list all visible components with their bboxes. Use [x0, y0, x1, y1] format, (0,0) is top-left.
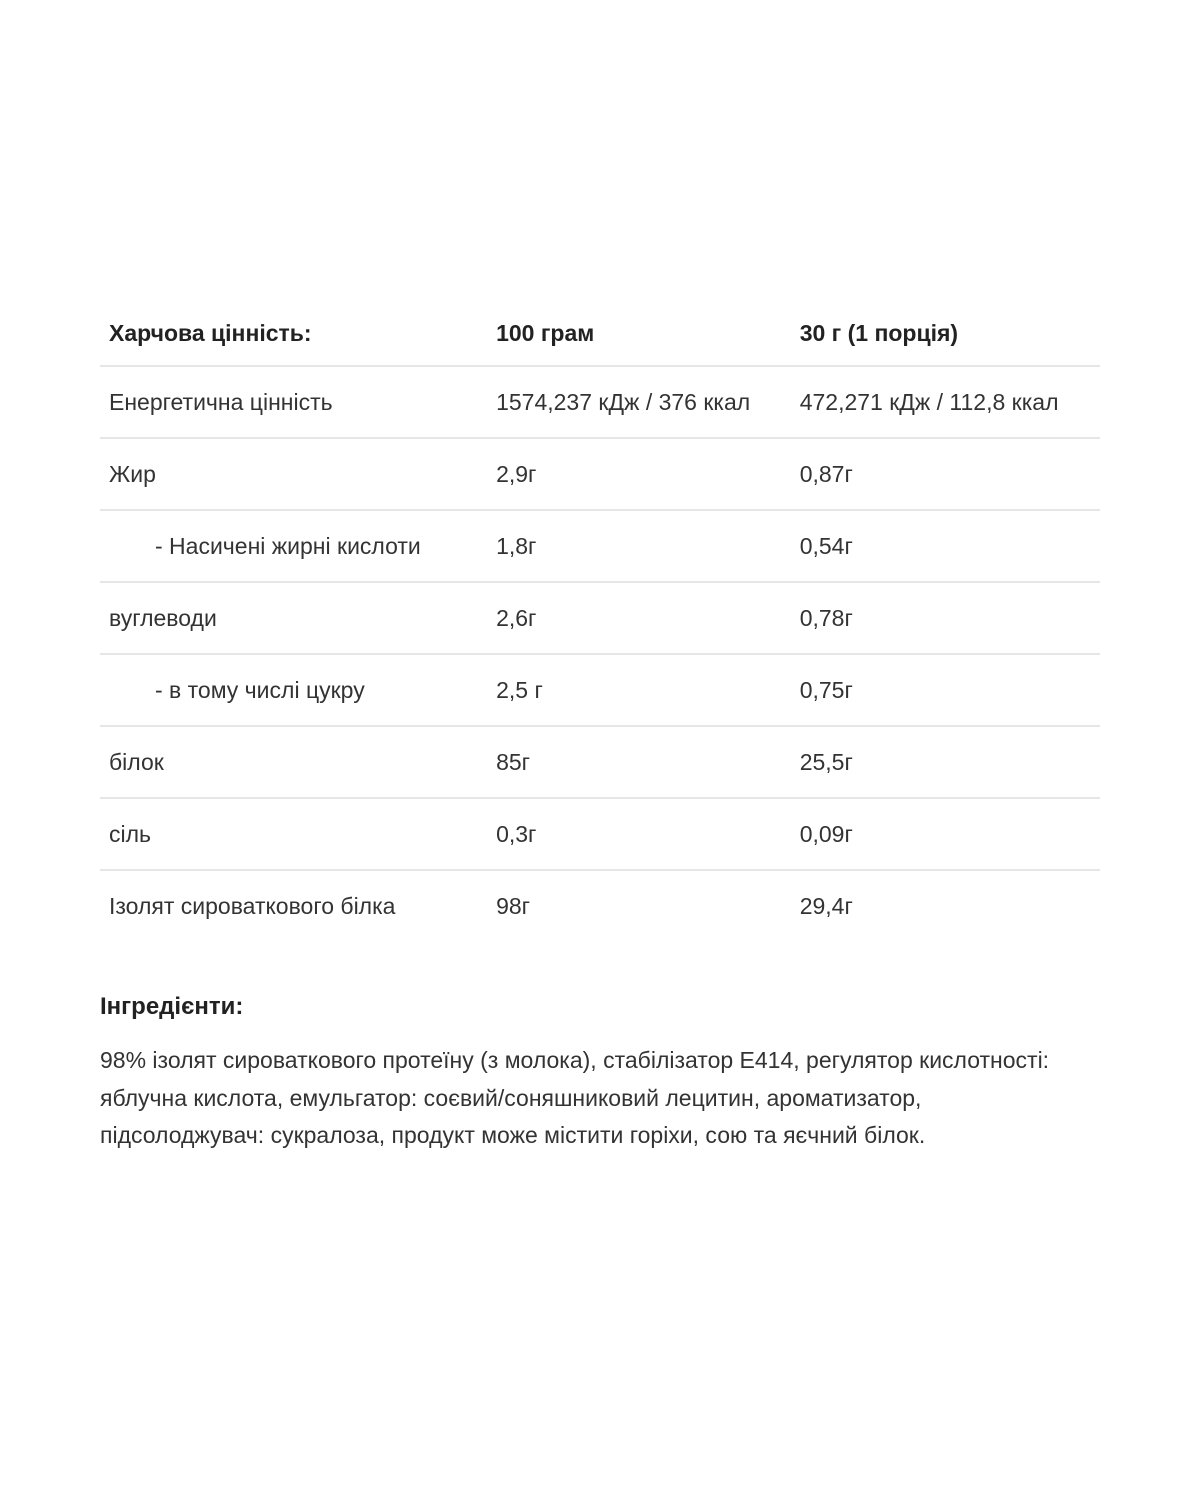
row-per-100g: 2,5 г	[496, 654, 800, 726]
ingredients-title: Інгредієнти:	[100, 993, 244, 1020]
row-per-serving: 472,271 кДж / 112,8 ккал	[800, 366, 1100, 438]
header-per-100g: 100 грам	[496, 302, 800, 366]
row-per-100g: 2,9г	[496, 438, 800, 510]
row-name: сіль	[100, 798, 496, 870]
row-name: Енергетична цінність	[100, 366, 496, 438]
row-name: - в тому числі цукру	[100, 654, 496, 726]
table-header-row	[100, 302, 1100, 366]
row-per-serving: 0,78г	[800, 582, 1100, 654]
row-per-100g: 1574,237 кДж / 376 ккал	[496, 366, 800, 438]
row-per-serving: 0,09г	[800, 798, 1100, 870]
row-per-100g: 98г	[496, 892, 531, 919]
row-name: білок	[100, 726, 496, 798]
row-per-serving: 0,87г	[800, 438, 1100, 510]
row-per-100g: 1,8г	[496, 510, 800, 582]
table-row	[100, 438, 1100, 510]
table-row	[100, 798, 1100, 870]
table-row	[100, 582, 1100, 654]
table-row	[100, 870, 1100, 941]
row-name: Жир	[100, 438, 496, 510]
row-name: Ізолят сироваткового білка	[109, 892, 396, 919]
table-row	[100, 654, 1100, 726]
ingredients-section	[100, 990, 1100, 1155]
table-row	[100, 726, 1100, 798]
row-per-serving: 29,4г	[799, 892, 853, 919]
header-nutrition-value: Харчова цінність:	[100, 302, 496, 366]
row-name: вуглеводи	[100, 582, 496, 654]
row-per-serving: 0,75г	[800, 654, 1100, 726]
row-per-100g: 85г	[496, 726, 800, 798]
nutrition-table	[100, 302, 1100, 941]
row-name: - Насичені жирні кислоти	[100, 510, 496, 582]
row-per-100g: 0,3г	[496, 798, 800, 870]
header-per-serving: 30 г (1 порція)	[800, 302, 1100, 366]
table-row	[100, 366, 1100, 438]
table-row	[100, 510, 1100, 582]
ingredients-text: 98% ізолят сироваткового протеїну (з молока), стабілізатор E414, регулятор кислотності: яблучна кислота, емульгатор: соєвий/соняшниковий лецитин, ароматизатор, підсолоджувач: сукралоза, продукт може містити горіхи, сою та яєчний білок.	[100, 1047, 1050, 1148]
row-per-100g: 2,6г	[496, 582, 800, 654]
row-per-serving: 0,54г	[800, 510, 1100, 582]
row-per-serving: 25,5г	[800, 726, 1100, 798]
